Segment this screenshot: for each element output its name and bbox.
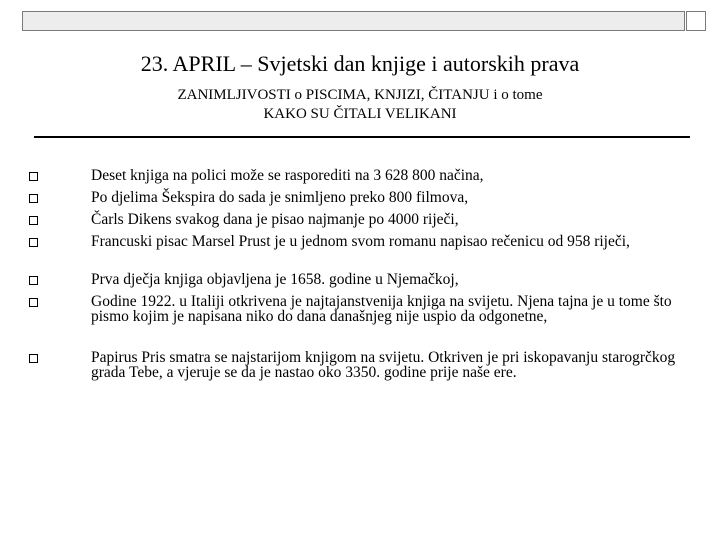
list-item-text: Po djelima Šekspira do sada je snimljeno preko 800 filmova, bbox=[91, 189, 469, 206]
divider-line bbox=[34, 136, 690, 138]
decorative-top-bar bbox=[22, 11, 685, 31]
square-bullet-icon bbox=[29, 194, 38, 203]
list-item-text: Godine 1922. u Italiji otkrivena je najtajanstvenija knjiga na svijetu. Njena tajna je u tome što pismo kojim je napisana niko do dana današnjeg nije uspio da odgonetne, bbox=[91, 293, 672, 325]
square-bullet-icon bbox=[29, 216, 38, 225]
square-bullet-icon bbox=[29, 276, 38, 285]
page-subtitle bbox=[0, 86, 720, 124]
list-item-text: Čarls Dikens svakog dana je pisao najmanje po 4000 riječi, bbox=[91, 211, 459, 228]
list-item-text: Deset knjiga na polici može se rasporediti na 3 628 800 načina, bbox=[91, 167, 484, 184]
square-bullet-icon bbox=[29, 354, 38, 363]
page-title: 23. APRIL – Svjetski dan knjige i autorskih prava bbox=[140, 51, 580, 76]
square-bullet-icon bbox=[29, 172, 38, 181]
list-item-text: Prva dječja knjiga objavljena je 1658. godine u Njemačkoj, bbox=[91, 271, 459, 288]
square-bullet-icon bbox=[29, 298, 38, 307]
subtitle-line-2: KAKO SU ČITALI VELIKANI bbox=[263, 106, 457, 122]
list-item-text: Francuski pisac Marsel Prust je u jednom svom romanu napisao rečenicu od 958 riječi, bbox=[91, 233, 630, 250]
list-item-text: Papirus Pris smatra se najstarijom knjigom na svijetu. Otkriven je pri iskopavanju starogrčkog grada Tebe, a vjeruje se da je nastao oko 3350. godine prije naše ere. bbox=[91, 349, 676, 381]
decorative-top-square bbox=[686, 11, 706, 31]
subtitle-line-1: ZANIMLJIVOSTI o PISCIMA, KNJIZI, ČITANJU i o tome bbox=[177, 87, 543, 103]
square-bullet-icon bbox=[29, 238, 38, 247]
